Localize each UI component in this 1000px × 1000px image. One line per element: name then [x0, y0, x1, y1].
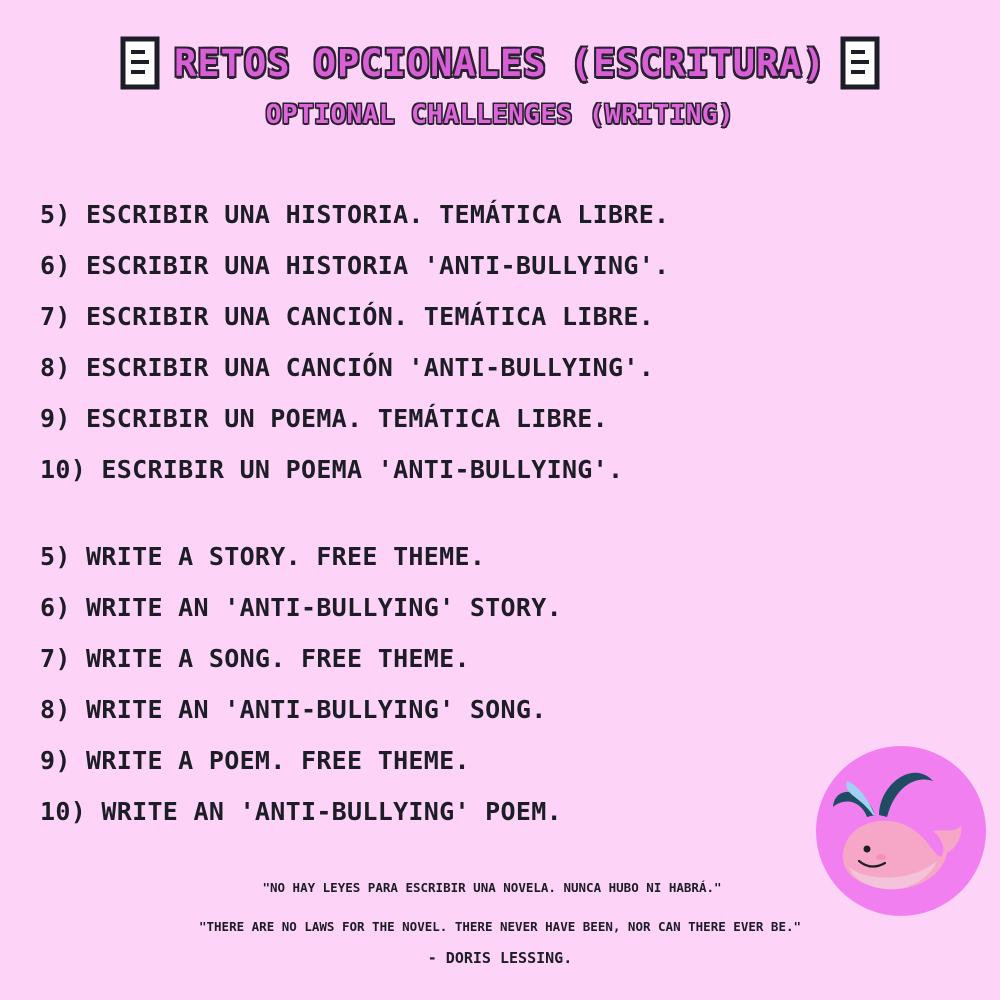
document-icon: [840, 36, 880, 90]
quote-english: "THERE ARE NO LAWS FOR THE NOVEL. THERE NEVER HAVE BEEN, NOR CAN THERE EVER BE.": [198, 919, 802, 934]
list-item: 5) ESCRIBIR UNA HISTORIA. TEMÁTICA LIBRE.: [40, 200, 670, 229]
list-item: 8) WRITE AN 'ANTI-BULLYING' SONG.: [40, 695, 547, 724]
list-item: 6) ESCRIBIR UNA HISTORIA 'ANTI-BULLYING'.: [40, 251, 670, 280]
list-item: 6) WRITE AN 'ANTI-BULLYING' STORY.: [40, 593, 562, 622]
list-item: 8) ESCRIBIR UNA CANCIÓN 'ANTI-BULLYING'.: [40, 353, 655, 382]
list-item: 10) WRITE AN 'ANTI-BULLYING' POEM.: [40, 797, 562, 826]
list-item: 10) ESCRIBIR UN POEMA 'ANTI-BULLYING'.: [40, 455, 624, 484]
list-item: 9) ESCRIBIR UN POEMA. TEMÁTICA LIBRE.: [40, 404, 608, 433]
list-item: 9) WRITE A POEM. FREE THEME.: [40, 746, 470, 775]
list-item: 7) ESCRIBIR UNA CANCIÓN. TEMÁTICA LIBRE.: [40, 302, 655, 331]
list-item: 7) WRITE A SONG. FREE THEME.: [40, 644, 470, 673]
challenges-spanish-list: [40, 198, 669, 504]
list-item: 5) WRITE A STORY. FREE THEME.: [40, 542, 486, 571]
quote-spanish: "NO HAY LEYES PARA ESCRIBIR UNA NOVELA. NUNCA HUBO NI HABRÁ.": [262, 880, 722, 895]
title-row: [0, 36, 1000, 90]
title-spanish: RETOS OPCIONALES (ESCRITURA): [174, 41, 826, 85]
title-english: OPTIONAL CHALLENGES (WRITING): [265, 100, 735, 130]
document-icon: [120, 36, 160, 90]
whale-icon: [815, 745, 987, 917]
challenges-english-list: [40, 540, 562, 846]
quote-author: - DORIS LESSING.: [427, 949, 573, 967]
